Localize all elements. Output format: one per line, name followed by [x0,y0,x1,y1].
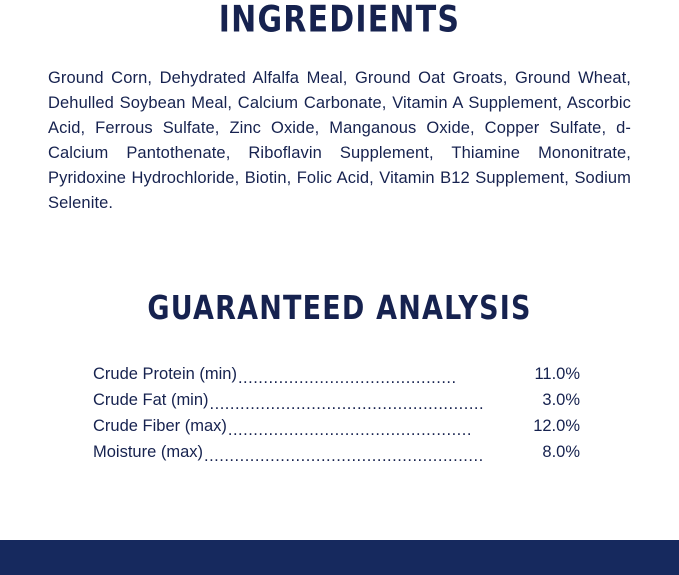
ingredients-heading: INGREDIENTS [218,0,461,42]
leader-dots: ....................................................... [204,447,484,465]
list-item [0,387,679,413]
analysis-label: Crude Fat (min) [93,391,209,409]
ingredients-text: Ground Corn, Dehydrated Alfalfa Meal, Ground Oat Groats, Ground Wheat, Dehulled Soybean Meal, Calcium Carbonate, Vitamin A Supplement, Ascorbic Acid, Ferrous Sulfate, Zinc Oxide, Manganous Oxide, Copper Sulfate, d-Calcium Pantothenate, Riboflavin Supplement, Thiamine Mononitrate, Pyridoxine Hydrochloride, Biotin, Folic Acid, Vitamin B12 Supplement, Sodium Selenite. [48,69,631,212]
analysis-label: Crude Fiber (max) [93,417,227,435]
analysis-value: 11.0% [534,365,580,383]
analysis-value: 8.0% [542,443,580,461]
leader-dots: ........................................... [237,369,457,387]
analysis-value: 12.0% [533,417,580,435]
guaranteed-analysis-heading: GUARANTEED ANALYSIS [147,289,532,328]
list-item [0,439,679,465]
analysis-label: Crude Protein (min) [93,365,237,383]
guaranteed-analysis-list [0,361,679,465]
footer-color-bar [0,540,679,575]
list-item [0,413,679,439]
list-item [0,361,679,387]
analysis-value: 3.0% [542,391,580,409]
leader-dots: ................................................ [227,421,472,439]
leader-dots: ...................................................... [209,395,485,413]
analysis-label: Moisture (max) [93,443,204,461]
